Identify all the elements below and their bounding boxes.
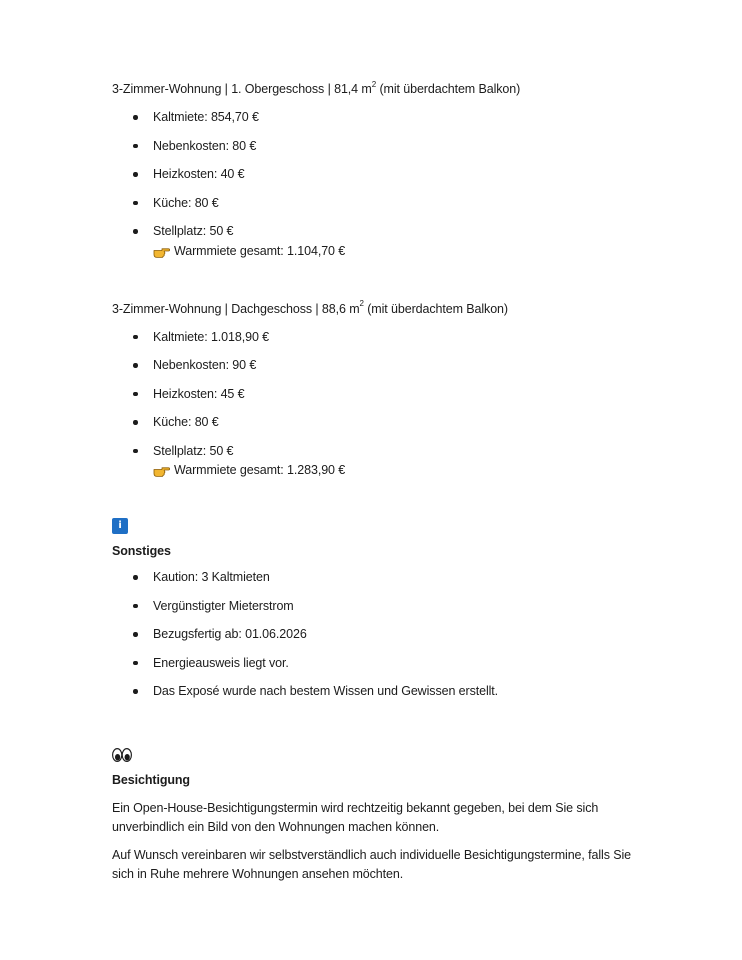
list-item: Das Exposé wurde nach bestem Wissen und Gewissen erstellt. — [112, 680, 672, 709]
list-item: Küche: 80 € — [112, 411, 672, 440]
list-item: Kaution: 3 Kaltmieten — [112, 566, 672, 595]
list-item: Nebenkosten: 90 € — [112, 354, 672, 383]
viewing-paragraph: Ein Open-House-Besichtigungstermin wird rechtzeitig bekannt gegeben, bei dem Sie sich unverbindlich ein Bild von den Wohnungen machen können. — [112, 800, 599, 834]
list-item: Energieausweis liegt vor. — [112, 652, 672, 681]
pointing-hand-icon — [153, 463, 170, 477]
list-item: Küche: 80 € — [112, 192, 672, 221]
list-item: Stellplatz: 50 € — [112, 220, 672, 249]
misc-section — [112, 518, 672, 709]
list-item: Heizkosten: 40 € — [112, 163, 672, 192]
list-item: Kaltmiete: 1.018,90 € — [112, 326, 672, 355]
list-item: Bezugsfertig ab: 01.06.2026 — [112, 623, 672, 652]
info-icon: i — [112, 518, 128, 534]
viewing-paragraph: Auf Wunsch vereinbaren wir selbstverständlich auch individuelle Besichtigungstermine, falls Sie sich in Ruhe mehrere Wohnungen ansehen möchten. — [112, 847, 632, 881]
misc-list — [112, 566, 672, 709]
apartment-heading: 3-Zimmer-Wohnung | 1. Obergeschoss | 81,4 $m^2$ (mit überdachtem Balkon) — [112, 79, 521, 96]
section-title: Besichtigung — [112, 772, 190, 787]
section-title: Sonstiges — [112, 544, 171, 558]
apartment-section-upper-floor — [112, 78, 672, 261]
list-item: Kaltmiete: 854,70 € — [112, 106, 672, 135]
apartment-section-attic — [112, 298, 672, 481]
total-rent-text: Warmmiete gesamt: 1.104,70 € — [174, 243, 346, 258]
viewing-section — [112, 747, 672, 884]
cost-list — [112, 326, 672, 469]
total-rent-line — [153, 241, 672, 261]
cost-list — [112, 106, 672, 249]
document-page — [112, 78, 672, 884]
pointing-hand-icon — [153, 244, 170, 258]
list-item: Stellplatz: 50 € — [112, 440, 672, 469]
eyes-icon — [112, 747, 132, 763]
apartment-heading: 3-Zimmer-Wohnung | Dachgeschoss | 88,6 $m^2$ (mit überdachtem Balkon) — [112, 299, 508, 316]
list-item: Heizkosten: 45 € — [112, 383, 672, 412]
total-rent-line — [153, 460, 672, 480]
list-item: Nebenkosten: 80 € — [112, 135, 672, 164]
list-item: Vergünstigter Mieterstrom — [112, 595, 672, 624]
total-rent-text: Warmmiete gesamt: 1.283,90 € — [174, 463, 346, 477]
